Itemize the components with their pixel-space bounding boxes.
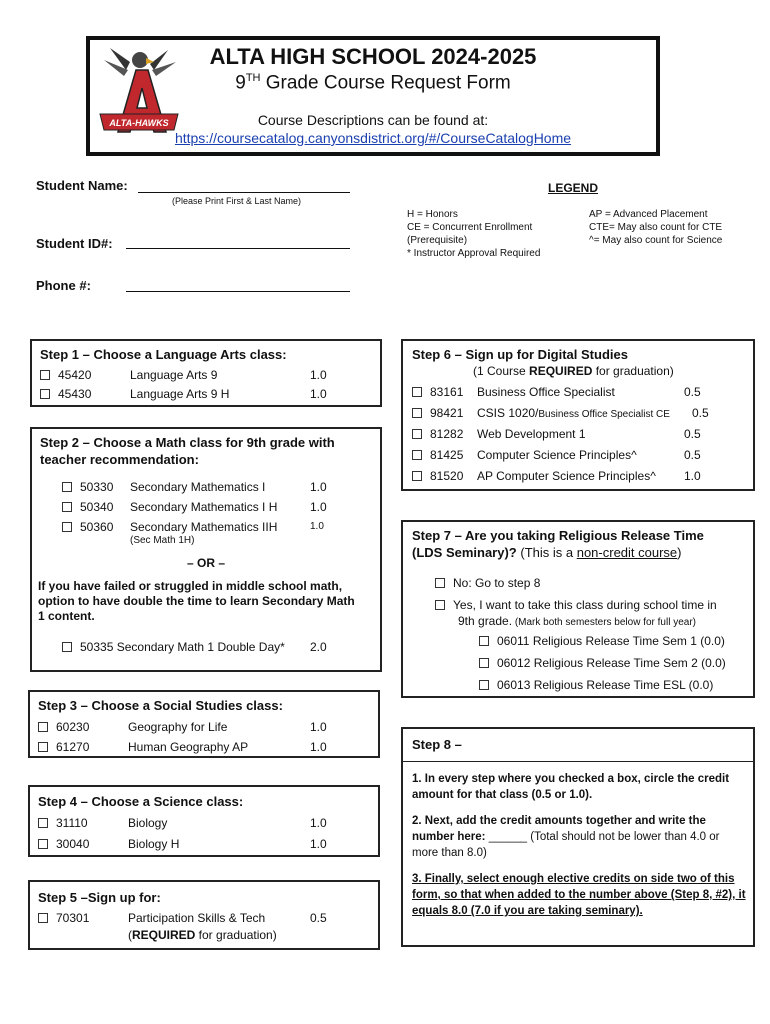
- struggle-note: If you have failed or struggled in middle school math, option to have double the time to learn Secondary Math 1 content.: [38, 579, 355, 623]
- required-note: (REQUIRED for graduation): [128, 928, 277, 942]
- step1-row[interactable]: 45430: [40, 387, 91, 401]
- course-name: AP Computer Science Principles^: [477, 469, 656, 483]
- step4-row[interactable]: 30040: [38, 837, 89, 851]
- phone-field[interactable]: [126, 291, 350, 292]
- checkbox[interactable]: [40, 389, 50, 399]
- legend-right: AP = Advanced Placement CTE= May also count for CTE ^= May also count for Science: [589, 209, 723, 246]
- step4-title: Step 4 – Choose a Science class:: [38, 794, 244, 809]
- or-divider: – OR –: [186, 556, 225, 570]
- student-id-field[interactable]: [126, 248, 350, 249]
- course-credit: 0.5: [684, 448, 701, 462]
- checkbox[interactable]: [412, 408, 422, 418]
- page-title: ALTA HIGH SCHOOL 2024-2025: [209, 44, 537, 69]
- checkbox[interactable]: [435, 600, 445, 610]
- course-credit: 1.0: [310, 387, 327, 401]
- header-box: [86, 36, 660, 156]
- course-credit: 0.5: [310, 911, 327, 925]
- course-name: Language Arts 9: [130, 368, 218, 382]
- step1-title: Step 1 – Choose a Language Arts class:: [40, 347, 287, 362]
- course-name: Geography for Life: [128, 720, 228, 734]
- step5-row[interactable]: 70301: [38, 911, 89, 925]
- religious-row[interactable]: 06012 Religious Release Time Sem 2 (0.0): [479, 656, 726, 670]
- step6-row[interactable]: 81520: [412, 469, 463, 483]
- step4-box: [28, 785, 380, 857]
- page-subtitle: 9TH Grade Course Request Form: [235, 72, 511, 94]
- course-name: Web Development 1: [477, 427, 586, 441]
- step2-row[interactable]: 50360: [62, 520, 113, 534]
- step5-title: Step 5 –Sign up for:: [38, 890, 161, 905]
- step6-row[interactable]: 81425: [412, 448, 463, 462]
- step6-box: [401, 339, 755, 491]
- step7-title: Step 7 – Are you taking Religious Release Time (LDS Seminary)? (This is a non-credit course): [412, 528, 704, 560]
- course-credit: 1.0: [684, 469, 701, 483]
- course-name: Secondary Mathematics I H: [130, 500, 278, 514]
- course-credit: 0.5: [684, 385, 701, 399]
- course-name: Computer Science Principles^: [477, 448, 637, 462]
- student-name-field[interactable]: [138, 192, 350, 193]
- course-name: Business Office Specialist: [477, 385, 615, 399]
- religious-yes-note: 9th grade. (Mark both semesters below for full year): [458, 614, 696, 628]
- step6-row[interactable]: 83161: [412, 385, 463, 399]
- checkbox[interactable]: [412, 471, 422, 481]
- religious-no-option[interactable]: No: Go to step 8: [435, 576, 540, 590]
- course-name: Secondary Mathematics IIH: [130, 520, 278, 534]
- course-credit: 0.5: [684, 427, 701, 441]
- checkbox[interactable]: [62, 482, 72, 492]
- checkbox[interactable]: [412, 387, 422, 397]
- step6-title: Step 6 – Sign up for Digital Studies: [412, 347, 628, 362]
- phone-label: Phone #:: [36, 278, 91, 293]
- course-note: (Sec Math 1H): [130, 535, 195, 546]
- checkbox[interactable]: [62, 642, 72, 652]
- student-name-label: Student Name:: [36, 178, 128, 193]
- step8-title: Step 8 –: [412, 737, 462, 752]
- religious-row[interactable]: 06013 Religious Release Time ESL (0.0): [479, 678, 713, 692]
- step4-row[interactable]: 31110: [38, 816, 88, 830]
- step7-box: [401, 520, 755, 698]
- course-name: Participation Skills & Tech: [128, 911, 266, 925]
- step6-subtitle: (1 Course REQUIRED for graduation): [473, 364, 674, 378]
- step2-title: Step 2 – Choose a Math class for 9th grade with teacher recommendation:: [40, 435, 335, 467]
- course-name: Biology: [128, 816, 168, 830]
- checkbox[interactable]: [62, 522, 72, 532]
- logo-banner-text: ALTA-HAWKS: [109, 118, 169, 128]
- course-credit: 1.0: [310, 521, 324, 532]
- checkbox[interactable]: [40, 370, 50, 380]
- step2-row[interactable]: 50340: [62, 500, 113, 514]
- course-name: Human Geography AP: [128, 740, 249, 754]
- checkbox[interactable]: [38, 818, 48, 828]
- course-credit: 1.0: [310, 816, 327, 830]
- step8-divider: [403, 761, 753, 762]
- checkbox[interactable]: [62, 502, 72, 512]
- legend-left: H = Honors CE = Concurrent Enrollment (Prerequisite) * Instructor Approval Required: [407, 209, 541, 259]
- step1-row[interactable]: 45420: [40, 368, 91, 382]
- course-credit: 1.0: [310, 368, 327, 382]
- checkbox[interactable]: [38, 722, 48, 732]
- step3-box: [28, 690, 380, 758]
- step2-box: [30, 427, 382, 672]
- course-credit: 1.0: [310, 500, 327, 514]
- course-credit: 1.0: [310, 480, 327, 494]
- student-id-label: Student ID#:: [36, 236, 113, 251]
- course-credit: 1.0: [310, 720, 327, 734]
- course-credit: 0.5: [692, 406, 709, 420]
- step8-instruction-2: 2. Next, add the credit amounts together and write the number here: ______ (Total should not be lower than 4.0 or more than 8.0): [412, 815, 720, 859]
- course-name: Biology H: [128, 837, 180, 851]
- course-name: Secondary Mathematics I: [130, 480, 266, 494]
- catalog-description: Course Descriptions can be found at:: [257, 112, 489, 128]
- checkbox[interactable]: [479, 636, 489, 646]
- religious-yes-option[interactable]: Yes, I want to take this class during school time in: [435, 598, 717, 612]
- step5-box: [28, 880, 380, 950]
- checkbox[interactable]: [38, 839, 48, 849]
- step8-instruction-1: 1. In every step where you checked a box, circle the credit amount for that class (0.5 or 1.0).: [412, 773, 730, 801]
- step8-box: [401, 727, 755, 947]
- checkbox[interactable]: [38, 913, 48, 923]
- step3-row[interactable]: 61270: [38, 740, 89, 754]
- step3-row[interactable]: 60230: [38, 720, 89, 734]
- step2-row[interactable]: 50330: [62, 480, 113, 494]
- step6-row[interactable]: 81282: [412, 427, 463, 441]
- step6-row[interactable]: 98421: [412, 406, 463, 420]
- checkbox[interactable]: [479, 680, 489, 690]
- course-credit: 2.0: [310, 640, 327, 654]
- legend-title: LEGEND: [548, 181, 599, 195]
- step1-box: [30, 339, 382, 407]
- double-day-row[interactable]: 50335 Secondary Math 1 Double Day*: [62, 640, 285, 654]
- checkbox[interactable]: [435, 578, 445, 588]
- religious-row[interactable]: 06011 Religious Release Time Sem 1 (0.0): [479, 634, 725, 648]
- student-name-hint: (Please Print First & Last Name): [172, 196, 302, 206]
- checkbox[interactable]: [412, 429, 422, 439]
- course-credit: 1.0: [310, 837, 327, 851]
- step8-instruction-3: 3. Finally, select enough elective credits on side two of this form, so that when added to the number above (Step 8, #2), it equals 8.0 (7.0 if you are taking seminary).: [412, 873, 746, 917]
- catalog-link[interactable]: https://coursecatalog.canyonsdistrict.org/#/CourseCatalogHome: [174, 130, 572, 146]
- checkbox[interactable]: [38, 742, 48, 752]
- course-name: Language Arts 9 H: [130, 387, 230, 401]
- checkbox[interactable]: [412, 450, 422, 460]
- step3-title: Step 3 – Choose a Social Studies class:: [38, 698, 283, 713]
- course-credit: 1.0: [310, 740, 327, 754]
- checkbox[interactable]: [479, 658, 489, 668]
- course-name: CSIS 1020/Business Office Specialist CE: [477, 406, 670, 420]
